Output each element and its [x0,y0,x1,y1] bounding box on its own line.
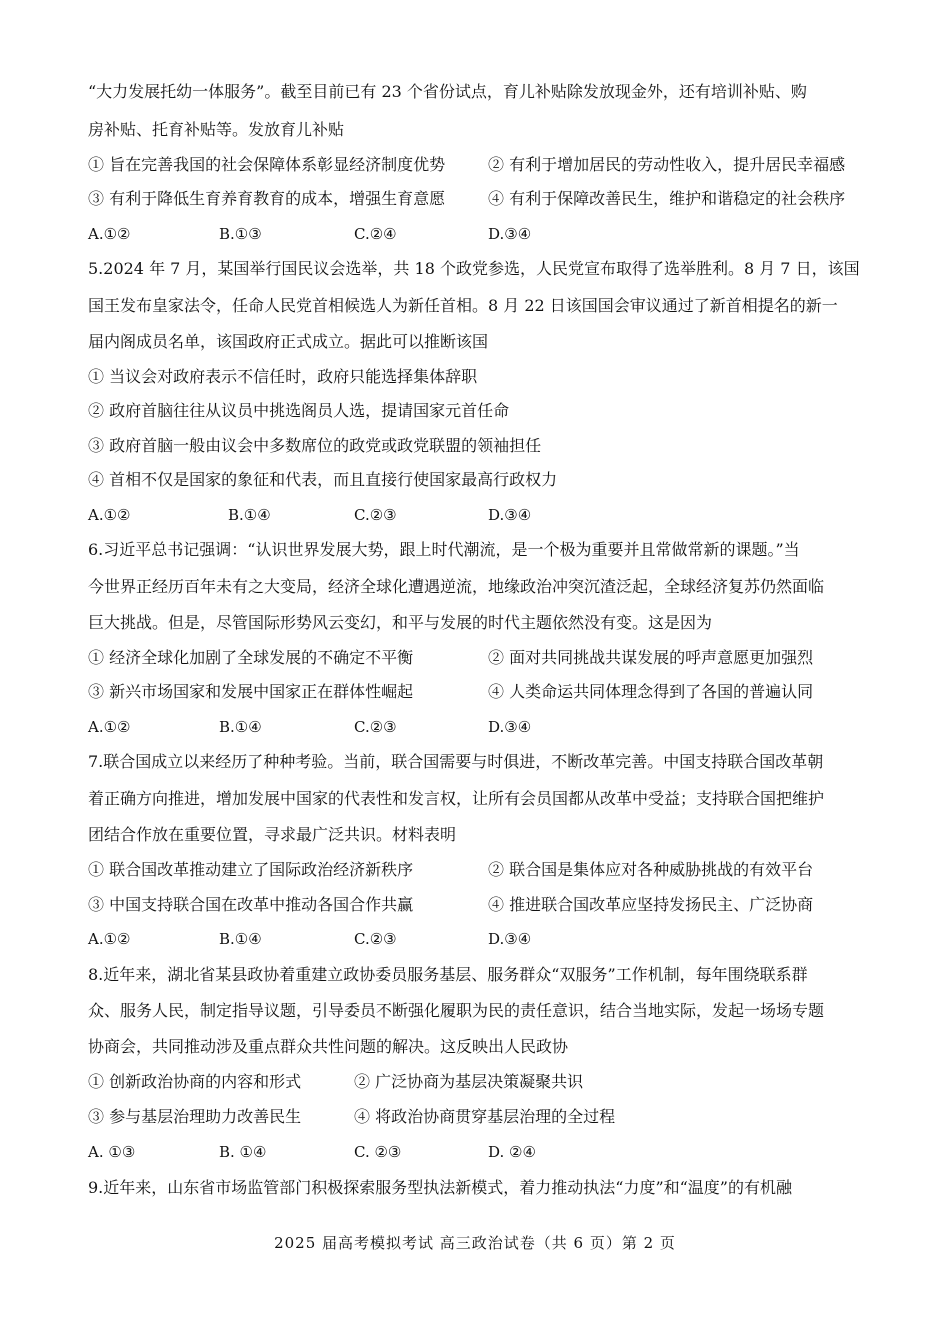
q7-choice-a: A.①② [88,930,131,948]
q6-option-2: ② 面对共同挑战共谋发展的呼声意愿更加强烈 [488,648,814,667]
q6-option-4: ④ 人类命运共同体理念得到了各国的普遍认同 [488,682,814,701]
q7-choice-b: B.①④ [219,930,262,948]
q7-choice-d: D.③④ [488,930,532,948]
q6-stem-line-2: 今世界正经历百年未有之大变局，经济全球化遭遇逆流，地缘政治冲突沉渣泛起，全球经济复苏仍然面临 [88,577,825,596]
q7-option-3: ③ 中国支持联合国在改革中推动各国合作共赢 [88,895,414,914]
q7-option-4: ④ 推进联合国改革应坚持发扬民主、广泛协商 [488,895,814,914]
q7-stem-line-1: 7.联合国成立以来经历了种种考验。当前，联合国需要与时俱进，不断改革完善。中国支持联合国改革朝 [88,752,824,771]
q6-choice-b: B.①④ [219,718,262,736]
q8-option-4: ④ 将政治协商贯穿基层治理的全过程 [354,1107,616,1126]
q5-option-3: ③ 政府首脑一般由议会中多数席位的政党或政党联盟的领袖担任 [88,436,542,455]
q5-stem-line-2: 国王发布皇家法令，任命人民党首相候选人为新任首相。8 月 22 日该国国会审议通过了新首相提名的新一 [88,296,838,315]
q8-option-1: ① 创新政治协商的内容和形式 [88,1072,302,1091]
q5-choice-c: C.②③ [354,506,397,524]
q4-choice-a: A.①② [88,225,131,243]
q8-option-3: ③ 参与基层治理助力改善民生 [88,1107,302,1126]
q8-choice-c: C. ②③ [354,1143,402,1161]
q8-stem-line-1: 8.近年来，湖北省某县政协着重建立政协委员服务基层、服务群众“双服务”工作机制，每年围绕联系群 [88,965,808,984]
q4-stem-line-2: 房补贴、托育补贴等。发放育儿补贴 [88,120,345,139]
q4-option-3: ③ 有利于降低生育养育教育的成本，增强生育意愿 [88,189,446,208]
q6-choice-a: A.①② [88,718,131,736]
page-footer: 2025 届高考模拟考试 高三政治试卷（共 6 页）第 2 页 [274,1234,676,1252]
q6-option-1: ① 经济全球化加剧了全球发展的不确定不平衡 [88,648,414,667]
q8-choice-d: D. ②④ [488,1143,536,1161]
q6-stem-line-3: 巨大挑战。但是，尽管国际形势风云变幻，和平与发展的时代主题依然没有变。这是因为 [88,613,713,632]
q4-choice-c: C.②④ [354,225,397,243]
q4-option-1: ① 旨在完善我国的社会保障体系彰显经济制度优势 [88,155,446,174]
q9-stem-line-1: 9.近年来，山东省市场监管部门积极探索服务型执法新模式，着力推动执法“力度”和“温度”的有机融 [88,1178,792,1197]
q5-choice-b: B.①④ [228,506,271,524]
q7-option-2: ② 联合国是集体应对各种威胁挑战的有效平台 [488,860,814,879]
q5-option-2: ② 政府首脑往往从议员中挑选阁员人选，提请国家元首任命 [88,401,510,420]
q8-stem-line-3: 协商会，共同推动涉及重点群众共性问题的解决。这反映出人民政协 [88,1037,569,1056]
q4-choice-b: B.①③ [219,225,262,243]
q8-choice-b: B. ①④ [219,1143,267,1161]
q4-option-4: ④ 有利于保障改善民生，维护和谐稳定的社会秩序 [488,189,846,208]
q5-choice-d: D.③④ [488,506,532,524]
q7-stem-line-2: 着正确方向推进，增加发展中国家的代表性和发言权，让所有会员国都从改革中受益；支持联合国把维护 [88,789,825,808]
q8-option-2: ② 广泛协商为基层决策凝聚共识 [354,1072,584,1091]
q8-stem-line-2: 众、服务人民，制定指导议题，引导委员不断强化履职为民的责任意识，结合当地实际，发起一场场专题 [88,1001,825,1020]
q5-choice-a: A.①② [88,506,131,524]
q5-stem-line-3: 届内阁成员名单，该国政府正式成立。据此可以推断该国 [88,332,489,351]
q7-stem-line-3: 团结合作放在重要位置，寻求最广泛共识。材料表明 [88,825,457,844]
q6-choice-d: D.③④ [488,718,532,736]
q6-choice-c: C.②③ [354,718,397,736]
q4-choice-d: D.③④ [488,225,532,243]
q6-option-3: ③ 新兴市场国家和发展中国家正在群体性崛起 [88,682,414,701]
q7-choice-c: C.②③ [354,930,397,948]
q6-stem-line-1: 6.习近平总书记强调：“认识世界发展大势，跟上时代潮流，是一个极为重要并且常做常新的课题。”当 [88,540,800,559]
q7-option-1: ① 联合国改革推动建立了国际政治经济新秩序 [88,860,414,879]
q4-option-2: ② 有利于增加居民的劳动性收入，提升居民幸福感 [488,155,846,174]
q8-choice-a: A. ①③ [88,1143,136,1161]
q4-stem-line-1: “大力发展托幼一体服务”。截至目前已有 23 个省份试点，育儿补贴除发放现金外，还有培训补贴、购 [88,82,807,101]
q5-stem-line-1: 5.2024 年 7 月，某国举行国民议会选举，共 18 个政党参选，人民党宣布取得了选举胜利。8 月 7 日，该国 [88,259,860,278]
q5-option-4: ④ 首相不仅是国家的象征和代表，而且直接行使国家最高行政权力 [88,470,558,489]
q5-option-1: ① 当议会对政府表示不信任时，政府只能选择集体辞职 [88,367,478,386]
